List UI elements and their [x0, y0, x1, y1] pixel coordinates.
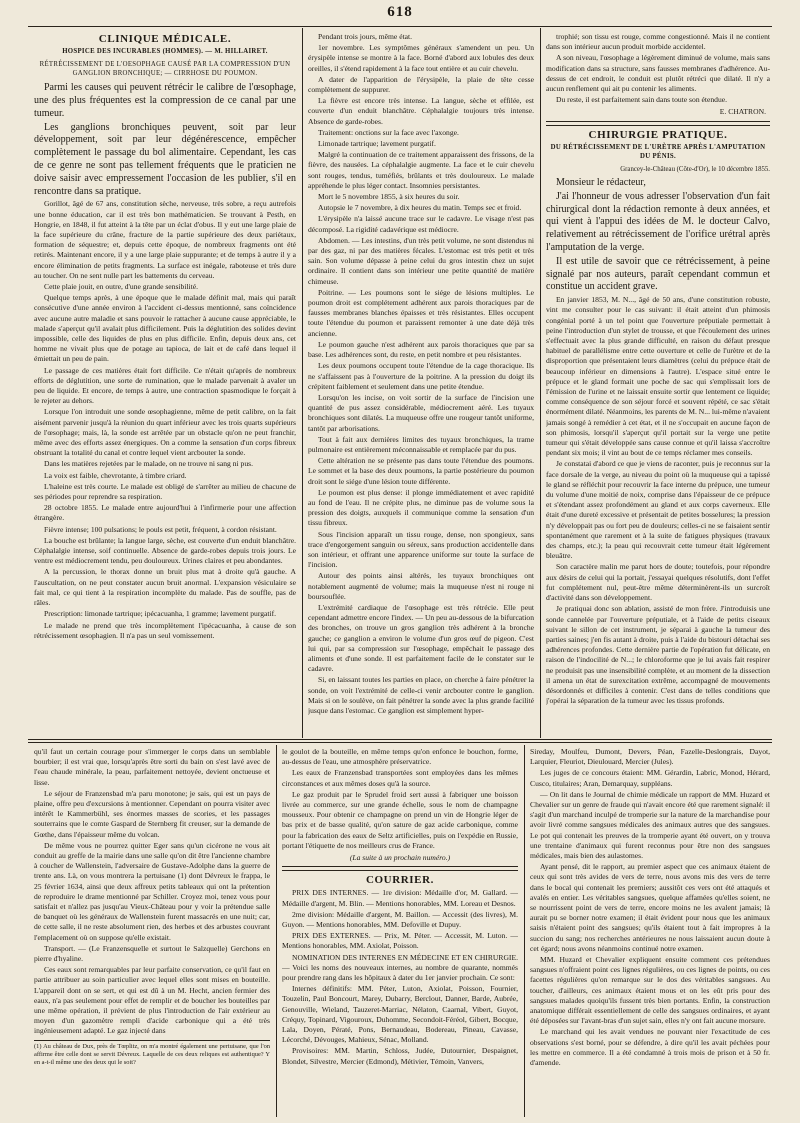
paragraph: Lorsqu'on les incise, on voit sortir de la surface de l'incision une quantité de pus assez considérable, médiocrement aéré. Les tuyaux bronchiques sont dilatés. La muqueuse offre une rougeur tantôt uniforme, tantôt par arborisations. [308, 392, 534, 433]
column-1 [34, 32, 296, 737]
paragraph: Fièvre intense; 100 pulsations; le pouls est petit, fréquent, à cordon résistant. [44, 524, 277, 534]
article-title: DU RÉTRÉCISSEMENT DE L'URÈTRE APRÈS L'AMPUTATION DU PÉNIS. [550, 143, 766, 160]
paragraph: Provisoires: MM. Martin, Schloss, Judée, Dutournier, Despaignet, Blondet, Silvestre, Mercier (Edmond), Métivier, Témoin, Vanvers, [282, 1046, 518, 1066]
paragraph: Pendant trois jours, même état. [318, 32, 413, 41]
paragraph: Parmi les causes qui peuvent rétrécir le calibre de l'œsophage, une des plus fréquentes est la compression de ce canal par une tumeur. [34, 82, 296, 119]
paragraph: Sous l'incision apparaît un tissu rouge, dense, non spongieux, sans trace d'engorgement sanguin ou séreux, sans production accidentelle dans son intérieur, et offrant une apparence uniforme sur toute la surface de l'incision. [308, 529, 534, 570]
section-separator [546, 121, 770, 126]
paragraph: La fièvre est encore très intense. La langue, sèche et effilée, est couverte d'un enduit blanchâtre. Céphalalgie toujours très intense. Absence de garde-robes. [308, 96, 534, 126]
feuilleton-column-2 [282, 747, 518, 1119]
paragraph: En janvier 1853, M. N..., âgé de 50 ans, d'une constitution robuste, vint me consulter pour le cas suivant: il était atteint d'un phimosis congénial porté à un tel point que l'ouverture préputiale permettait à peine l'introduction d'un stylet de trousse, et que l'écoulement des urines s'effectuait avec la plus grande difficulté, en raison du défaut presque habituel de parallélisme entre cette ouverture et celle de l'urètre et de la disproportion que présentaient leurs diamètres (celui du prépuce était de beaucoup inférieur en dimensions à l'autre). L'espace situé entre le prépuce et le gland formait une poche de sac qui s'emplissait lors de l'émission de l'urine et ne laissait ensuite sortir que lentement ce liquide; comme conséquence de son séjour forcé et souvent répété, ce sac s'était énormément dilaté. Néanmoins, les parents de M. N... lui-même n'avaient jamais songé à remédier à cet état, et il ne s'occupait en aucune façon de son phimosis, lorsqu'il s'aperçut qu'il portait sur la verge une petite tumeur qui s'était développée sans cause connue et qu'il laissa s'accroître pendant six mois; il vint au bout de ce temps réclamer mes conseils. [546, 295, 770, 458]
paragraph: Le poumon gauche n'est adhérent aux parois thoraciques que par sa base. Les adhérences sont, du reste, en petit nombre et peu résistantes. [308, 339, 534, 360]
section-title-clinique: CLINIQUE MÉDICALE. [98, 33, 232, 45]
feuilleton-rule [28, 739, 772, 740]
paragraph: Le passage de ces matières était fort difficile. Ce n'était qu'après de nombreux efforts de déglutition, une sorte de rumination, que le malade parvenait à avaler un peu de liquide. Et encore, de temps à autre, une contraction spasmodique le forçait à le rejeter au dehors. [34, 365, 296, 406]
paragraph: Limonade tartrique; lavement purgatif. [318, 139, 436, 149]
paragraph: Malgré la continuation de ce traitement apparaissent des frissons, de la fièvre, des nausées. La céphalalgie augmente. La face et le cuir chevelu sont rouges, tendus, tuméfiés, brûlants et très douloureux. Le malade appréhende le plus léger contact. Insomnies persistantes. [308, 150, 534, 190]
page-number: 618 [387, 4, 413, 20]
paragraph: Ces eaux sont remarquables par leur parfaite conservation, ce qu'il faut en partie attribuer au soin particulier avec lequel elles sont mises en bouteille. L'appareil dont on se sert, et qui est dû à un M. Hecht, ancien fermier des eaux, n'a pas seulement pour effet de remplir et de boucher les bouteilles par une même opération, il prévient de plus l'introduction de l'air extérieur au moyen d'un gazomètre rempli d'acide carbonique qui a été très ingénieusement adapté. Le gaz injecté dans [34, 965, 270, 1036]
paragraph: Quelque temps après, à une époque que le malade définit mal, mais qui paraît consécutive d'une année environ à l'accident ci-dessus mentionné, sans coïncidence avec aucune autre maladie et sans pouvoir le rattacher à aucune cause appréciable, le malade s'aperçut qu'il avalait plus difficilement. Puis la déglutition des solides devint impossible, celle des liquides de plus en plus difficile. Enfin, depuis deux ans, cet homme ne vivait plus que de potage au tapioca, de lait et de café dans lequel il émiettait un peu de pain. [34, 293, 296, 364]
paragraph: Du reste, il est parfaitement sain dans toute son étendue. [556, 95, 728, 105]
paragraph: Il est utile de savoir que ce rétrécissement, à peine signalé par nos auteurs, paraît cependant commun et constitue un accident grave. [546, 255, 770, 293]
paragraph: Gorillot, âgé de 67 ans, constitution sèche, nerveuse, très sobre, a reçu autrefois une bonne éducation, car il est très bon mathématicien. Se trouvant à Pesth, en Hongrie, en 1848, il fut atteint à la tête par un éclat d'obus. Il y eut une large plaie de la face supérieure du crâne, fracture de la partie supérieure des deux pariétaux, formation de séquestre; et, depuis cette époque, de nombreux fragments ont été retirés. Maintenant encore, il y a une large plaie suppurante; et de temps à autre il y a encore élimination de petits fragments. La surface est inégale, raboteuse et très dure au toucher. On ne sent nulle part les battements du cerveau. [34, 199, 296, 280]
paragraph: Cette plaie jouit, en outre, d'une grande sensibilité. [44, 282, 199, 291]
section-title-chirurgie: CHIRURGIE PRATIQUE. [588, 128, 728, 141]
paragraph: qu'il faut un certain courage pour s'immerger le corps dans un semblable bourbier; il est vrai que, lorsqu'après être sorti du bain on s'est lavé avec de l'eau chaude minérale, la peau, parfaitement nettoyée, devient onctueuse et lisse. [34, 747, 270, 787]
paragraph: Le gaz produit par le Sprudel froid sert aussi à fabriquer une boisson livrée au commerce, sur une grande échelle, sous le nom de champagne mousseux. Pour obtenir ce champagne on prend un vin de Hongrie léger de bas prix et de basse qualité, qu'on sature de gaz acide carbonique, comme pour la fabrication des eaux de Seltz artificielles, puis on l'expédie en Russie, portant l'étiquette de nos meilleurs crus de France. [282, 789, 518, 850]
paragraph: 2me division: Médaille d'argent, M. Baillon. — Accessit (des livres), M. Guyon. — Mentions honorables, MM. Defoville et Dupuy. [282, 909, 518, 930]
paragraph: Le séjour de Franzensbad m'a paru monotone; je sais, qui est un pays de plaine, offre peu d'excursions à mentionner. Cependant on pourra visiter avec intérêt le Kammerbühl, ses énormes masses de scories, et les passages souterrains que le comte Gaspard de Sternberg fit creuser, sur la demande de Gœthe, dans l'épaisseur même du volcan. [34, 788, 270, 839]
paragraph: Abdomen. — Les intestins, d'un très petit volume, ne sont distendus ni par des gaz, ni par des matières fécales. L'estomac est très petit et très sain. Son volume dépasse à peine celui du gros intestin chez un sujet ordinaire. Il contient dans son intérieur une petite quantité de matière chimeuse. [308, 235, 534, 286]
column-3 [546, 32, 770, 737]
paragraph: Autopsie le 7 novembre, à dix heures du matin. Temps sec et froid. [318, 203, 522, 213]
paragraph: Autour des points ainsi altérés, les tuyaux bronchiques ont notablement augmenté de volume; mais la muqueuse n'est ni rouge ni boursouflée. [308, 571, 534, 601]
paragraph: Le marchand qui les avait vendues ne pouvant nier l'exactitude de ces observations s'est borné, pour se défendre, à dire qu'il les avait péchées pour les mettre en commerce. Il a été condamné à trois mois de prison et à 50 fr. d'amende. [530, 1027, 770, 1068]
paragraph: le goulot de la bouteille, en même temps qu'on enfonce le bouchon, forme, au-dessus de l'eau, une atmosphère préservatrice. [282, 747, 518, 767]
feuilleton-column-3 [530, 747, 770, 1119]
paragraph: Si, en laissant toutes les parties en place, on cherche à faire pénétrer la sonde, on voit l'extrémité de celle-ci venir arcbouter contre le ganglion. Mais si on le soulève, on fait pénétrer la sonde avec la plus grande facilité jusque dans l'estomac. Ce ganglion est simplement hyper- [308, 675, 534, 715]
paragraph: Les ganglions bronchiques peuvent, soit par leur développement, soit par leur dégénérescence, empêcher complètement le passage du bol alimentaire. Cependant, les cas de ce genre ne sont pas tellement fréquents que le praticien ne doive saisir avec empressement l'occasion de les publier, s'il en rencontre dans sa pratique. [34, 121, 296, 197]
paragraph: Prescription: limonade tartrique; ipécacuanha, 1 gramme; lavement purgatif. [44, 609, 277, 619]
paragraph: A dater de l'apparition de l'érysipèle, la plaie de tête cesse complètement de suppurer. [308, 74, 534, 95]
paragraph: Son caractère malin me parut hors de doute; toutefois, pour répondre aux désirs de celui qui la portait, j'essayai quelques résolutifs, dont l'effet fut complétement nul, peut-être même déterminèrent-ils un surcroît d'activité dans son développement. [546, 562, 770, 603]
hospice-heading: HOSPICE DES INCURABLES (HOMMES). — M. HILLAIRET. [62, 48, 268, 56]
paragraph: Poitrine. — Les poumons sont le siége de lésions multiples. Le poumon droit est complétement adhérent aux parois thoraciques par de fausses membranes blanches épaisses et très résistantes. Elles occupent toute l'étendue du poumon et paraissent remonter à une date déjà très ancienne. [308, 287, 534, 338]
paragraph: PRIX DES INTERNES. — 1re division: Médaille d'or, M. Gallard. — Médaille d'argent, M. Blin. — Mentions honorables, MM. Loreau et Desnos. [282, 888, 518, 908]
paragraph: Les eaux de Franzensbad transportées sont employées dans les mêmes circonstances et aux mêmes doses qu'à la source. [282, 768, 518, 788]
paragraph: L'extrémité cardiaque de l'œsophage est très rétrécie. Elle peut cependant admettre encore l'index. — Un peu au-dessous de la bifurcation des bronches, on trouve un gros ganglion très adhérent à la bronche gauche; ce ganglion a environ le volume d'un gros œuf de pigeon. C'est lui qui, par sa compression sur l'œsophage, empêchait le passage des aliments et d'une sonde. Il est parfaitement facile de le constater sur le cadavre. [308, 602, 534, 674]
paragraph: L'érysipèle n'a laissé aucune trace sur le cadavre. Le visage n'est pas décomposé. La rigidité cadavérique est médiocre. [308, 214, 534, 234]
paragraph: Internes définitifs: MM. Péter, Luton, Axiolat, Poisson, Fournier, Touzelin, Paul Boncourt, Marey, Dubarry, Berclout, Danner, Barde, Aubrée, Genouville, Wieland, Tauzeret-Marriac, Nélaton, Caarnal, Vibert, Guyot, Créquy, Topinard, Vigouroux, Duhomme, Secondoit-Féréol, Gibert, Bocque, Lala, Doyen, Pératé, Pons, Bernaudeau, Bodereau, Pineau, Cavasse, Lécorché, Dévouges, Mahieux, Sénac, Molland. [282, 984, 518, 1045]
paragraph: MM. Huzard et Chevalier expliquent ensuite comment ces prétendues sangsues n'offraient point ces lignes régulières, ou ces lignes de points, ou ces facettes régulières qu'on remarque sur le dos des véritables sangsues. Au toucher, d'ailleurs, ces animaux étaient mous et on les eût pris pour des sangsues malades quoiqu'ils fussent très bien portants. Enfin, la construction anatomique différait essentiellement de celle des sangsues ordinaires, et ayant été déposées sur l'avant-bras d'un sujet sain, elles n'y ont fait aucune morsure. [530, 955, 770, 1026]
paragraph: — On lit dans le Journal de chimie médicale un rapport de MM. Huzard et Chevalier sur un genre de fraude qui n'avait encore été que rarement signalé: il s'agit d'un marchand inculpé de tromperie sur la nature de la marchandise pour avoir livré comme sangsues médicales des animaux autres que des sangsues. Le pot qui contenait les preuves de la tromperie ayant été ouvert, on y trouva une trentaine d'animaux qui furent reconnus pour être non des sangsues médicales, mais bien des aulastomes. [530, 789, 770, 861]
paragraph: Le malade ne prend que très incomplètement l'ipécacuanha, à cause de son rétrécissement œsophagien. Il n'a pas un seul vomissement. [34, 620, 296, 640]
column-divider [540, 28, 541, 738]
paragraph: Traitement: onctions sur la face avec l'axonge. [318, 127, 459, 137]
paragraph: Ayant pensé, dit le rapport, au premier aspect que ces animaux étaient de ceux qui sont très avides de vers de terre, nous avons mis des vers de terre dans le bocal qui contenait les premiers; aussitôt ces vers ont été attaqués et avalés en entier. Les véritables sangsues, quelque affamées qu'elles soient, ne se nourrissent point de vers de terre, encore moins ne les avalent jamais; là aurait pu se borner notre examen; il était évident pour nous que les animaux saisis n'étaient point des sangsues; qu'ils étaient tout à fait impropres à la succion du sang; nos recherches antérieures ne nous laissaient aucun doute à cet égard; nous avons néanmoins continué notre examen. [530, 862, 770, 953]
column-2 [308, 32, 534, 737]
paragraph: L'haleine est très courte. Le malade est obligé de s'arrêter au milieu de chacune de ses périodes pour reprendre sa respiration. [34, 481, 296, 502]
paragraph: Lorsque l'on introduit une sonde œsophagienne, même de petit calibre, on la fait aisément parvenir jusqu'à la réunion du quart inférieur avec les trois quarts supérieurs de l'œsophage; mais, là, la sonde est arrêtée par un obstacle qu'on ne peut franchir, même avec des efforts assez énergiques. On a comme la sensation d'un corps fibreux obstruant la totalité du canal et contre lequel vient arcbouter la sonde. [34, 407, 296, 458]
paragraph: De même vous ne pourrez quitter Eger sans qu'un cicérone ne vous ait conduit au greffe de la mairie dans une salle qu'on dit être l'ancienne chambre à coucher de Wallenstein, l'adversaire de Gustave-Adolphe dans la guerre de trente ans. Là, on vous montrera la pertuisane (1) dont Dévreux le frappa, le 25 février 1634, ainsi que deux affreux petits tableaux qui ont la prétention de reproduire le drame mentionné par Schiller. Croyez moi, tenez vous pour satisfait et n'allez pas jusqu'au Vieux-Château pour y voir la prétendue salle de banquet où les généraux de Wallenstein furent massacrés en une nuit; car, de cette salle, il ne reste absolument rien, des herbes et des arbustes couvrant l'emplacement où on suppose qu'elle existait. [34, 840, 270, 942]
author-signature: E. CHATRON. [719, 107, 766, 117]
section-separator [282, 866, 518, 871]
feuilleton-rule [28, 742, 772, 743]
column-divider [276, 745, 277, 1117]
paragraph: Les deux poumons occupent toute l'étendue de la cage thoracique. Ils ne s'affaissent pas à l'ouverture de la poitrine. A la pression du doigt ils crépitent faiblement et seulement dans une petite étendue. [308, 361, 534, 391]
article-title: RÉTRÉCISSEMENT DE L'OESOPHAGE CAUSÉ PAR LA COMPRESSION D'UN GANGLION BRONCHIQUE; — CIRRHOSE DU POUMON. [39, 61, 291, 78]
paragraph: NOMINATION DES INTERNES EN MÉDECINE ET EN CHIRURGIE. — Voici les noms des nouveaux internes, au nombre de quarante, nommés pour prendre rang dans les hôpitaux à dater du 1er janvier prochain. Ce sont: [282, 952, 518, 983]
paragraph: Transport. — (Le Franzensquelle et surtout le Salzquelle) Gerchons en pierre d'hyaline. [34, 943, 270, 964]
paragraph: A la percussion, le thorax donne un bruit plus mat à droite qu'à gauche. A l'auscultation, on ne peut constater aucun bruit anormal. L'expansion vésiculaire se fait mal, ce qui tient à la respiration incomplète du malade. Pas de souffle, pas de râles. [34, 567, 296, 608]
paragraph: Je pratiquai donc son ablation, assisté de mon frère. J'introduisis une sonde cannelée par l'ouverture préputiale, et à l'aide de petits ciseaux suivant le sillon de cet instrument, je séparai à gauche la tumeur des parties saines; j'en fis autant à droite, puis à l'aide du bistouri détachai ses adhérences profondes. Cette dernière partie de l'opération fut délicate, en raison de l'indocilité de N...; le chloroforme que je lui avais fait respirer ne produisit pas une insensibilité complète, et au moment de la dissection il amena un état de surexcitation extrême, accompagné de mouvements désordonnés et difficiles à contenir. C'est dans de telles conditions que j'opérai la séparation de la tumeur avec les tissus profonds. [546, 604, 770, 706]
paragraph: trophié; son tissu est rouge, comme congestionné. Mais il ne contient dans son intérieur aucun produit morbide accidentel. [546, 32, 770, 52]
paragraph: PRIX DES EXTERNES. — Prix, M. Péter. — Accessit, M. Luton. — Mentions honorables, MM. Axiolat, Poisson. [282, 931, 518, 951]
paragraph: Mort le 5 novembre 1855, à six heures du soir. [318, 192, 460, 202]
column-divider [302, 28, 303, 738]
top-rule [28, 26, 772, 27]
paragraph: Sireday, Moulfeu, Dumont, Devers, Péan, Fazelle-Deslongrais, Dayot, Larquier, Fleuriot, Dieulouard, Mercier (Jules). [530, 747, 770, 767]
column-divider [524, 745, 525, 1117]
paragraph: Tout à fait aux dernières limites des tuyaux bronchiques, la trame pulmonaire est entièrement méconnaissable et remplacée par du pus. [308, 434, 534, 454]
continued-note: (La suite à un prochain numéro.) [349, 853, 451, 863]
footnote: (1) Au château de Dux, près de Tœplitz, on m'a montré également une pertuisane, que l'on affirme être celle dont se servit Dévreux. Laquelle de ces deux reliques est authentique? Y en a-t-il même une des deux qui le soit? [34, 1040, 270, 1067]
paragraph: Le poumon est plus dense: il plonge immédiatement et avec rapidité au fond de l'eau. Il ne crépite plus, ne diminue pas de volume sous la pression des doigts, auxquels il communique comme la sensation d'un tissu fibreux. [308, 487, 534, 528]
dateline: Grancey-le-Château (Côte-d'Or), le 10 décembre 1855. [620, 165, 770, 173]
paragraph: Les juges de ce concours étaient: MM. Gérardin, Labric, Monod, Hérard, Cusco, titulaires; Aran, Demarquay, suppléans. [530, 768, 770, 788]
section-title-courrier: COURRIER. [365, 874, 435, 887]
paragraph: Cette altération ne se présente pas dans toute l'étendue des poumons. Le sommet et la base des deux poumons, la partie postérieure du poumon droit sont le siége d'une lésion toute différente. [308, 456, 534, 486]
paragraph: Dans les matières rejetées par le malade, on ne trouve ni sang ni pus. [44, 459, 253, 469]
paragraph: La bouche est brûlante; la langue large, sèche, est couverte d'un enduit blanchâtre. Céphalalgie intense, soif continuelle. Absence de garde-robes depuis trois jours. Le ventre est médiocrement tendu, peu douloureux. Urines claires et peu abondantes. [34, 535, 296, 566]
feuilleton-column-1 [34, 747, 270, 1119]
paragraph: Je constatai d'abord ce que je viens de raconter, puis je reconnus sur la face dorsale de la verge, au niveau du point où la muqueuse qui a tapissé le gland se réfléchit pour recouvrir la face interne du prépuce, une tumeur du volume d'une moitié de noix, comprise dans l'épaisseur de ce prépuce et s'étendant assez profondément au gland et aux corps caverneux. Elle était d'une dureté excessive et présentait de petites bosselures; la pression n'y développait pas ou fort peu de douleurs; celles-ci ne se faisaient sentir spontanément que rarement et à la suite de fatigues physiques (travaux des champs, etc.); la peau qui recouvrait cette tumeur était légèrement bleuâtre. [546, 459, 770, 561]
paragraph: J'ai l'honneur de vous adresser l'observation d'un fait chirurgical dont la rédaction remonte à deux années, et qui vient à l'appui des idées de M. le docteur Calvo, relativement au rétrécissement de l'orifice urétral après l'amputation de la verge. [546, 190, 770, 254]
paragraph: 28 octobre 1855. Le malade entre aujourd'hui à l'infirmerie pour une affection étrangère. [34, 503, 296, 523]
paragraph: 1er novembre. Les symptômes généraux s'amendent un peu. Un érysipèle intense se montre à la face. Borné d'abord aux lobules des deux oreilles, il s'étend rapidement à la face tout entière et au cuir chevelu. [308, 43, 534, 73]
salutation: Monsieur le rédacteur, [556, 177, 646, 189]
paragraph: La voix est faible, chevrotante, à timbre criard. [44, 470, 187, 480]
paragraph: A son niveau, l'œsophage a légèrement diminué de volume, mais sans modification dans sa structure, sans fausses membranes d'adhérence. Au-dessus de cet endroit, le conduit est plutôt rétréci que dilaté. Il n'y a aucun renflement qui ait pu contenir les aliments. [546, 53, 770, 94]
